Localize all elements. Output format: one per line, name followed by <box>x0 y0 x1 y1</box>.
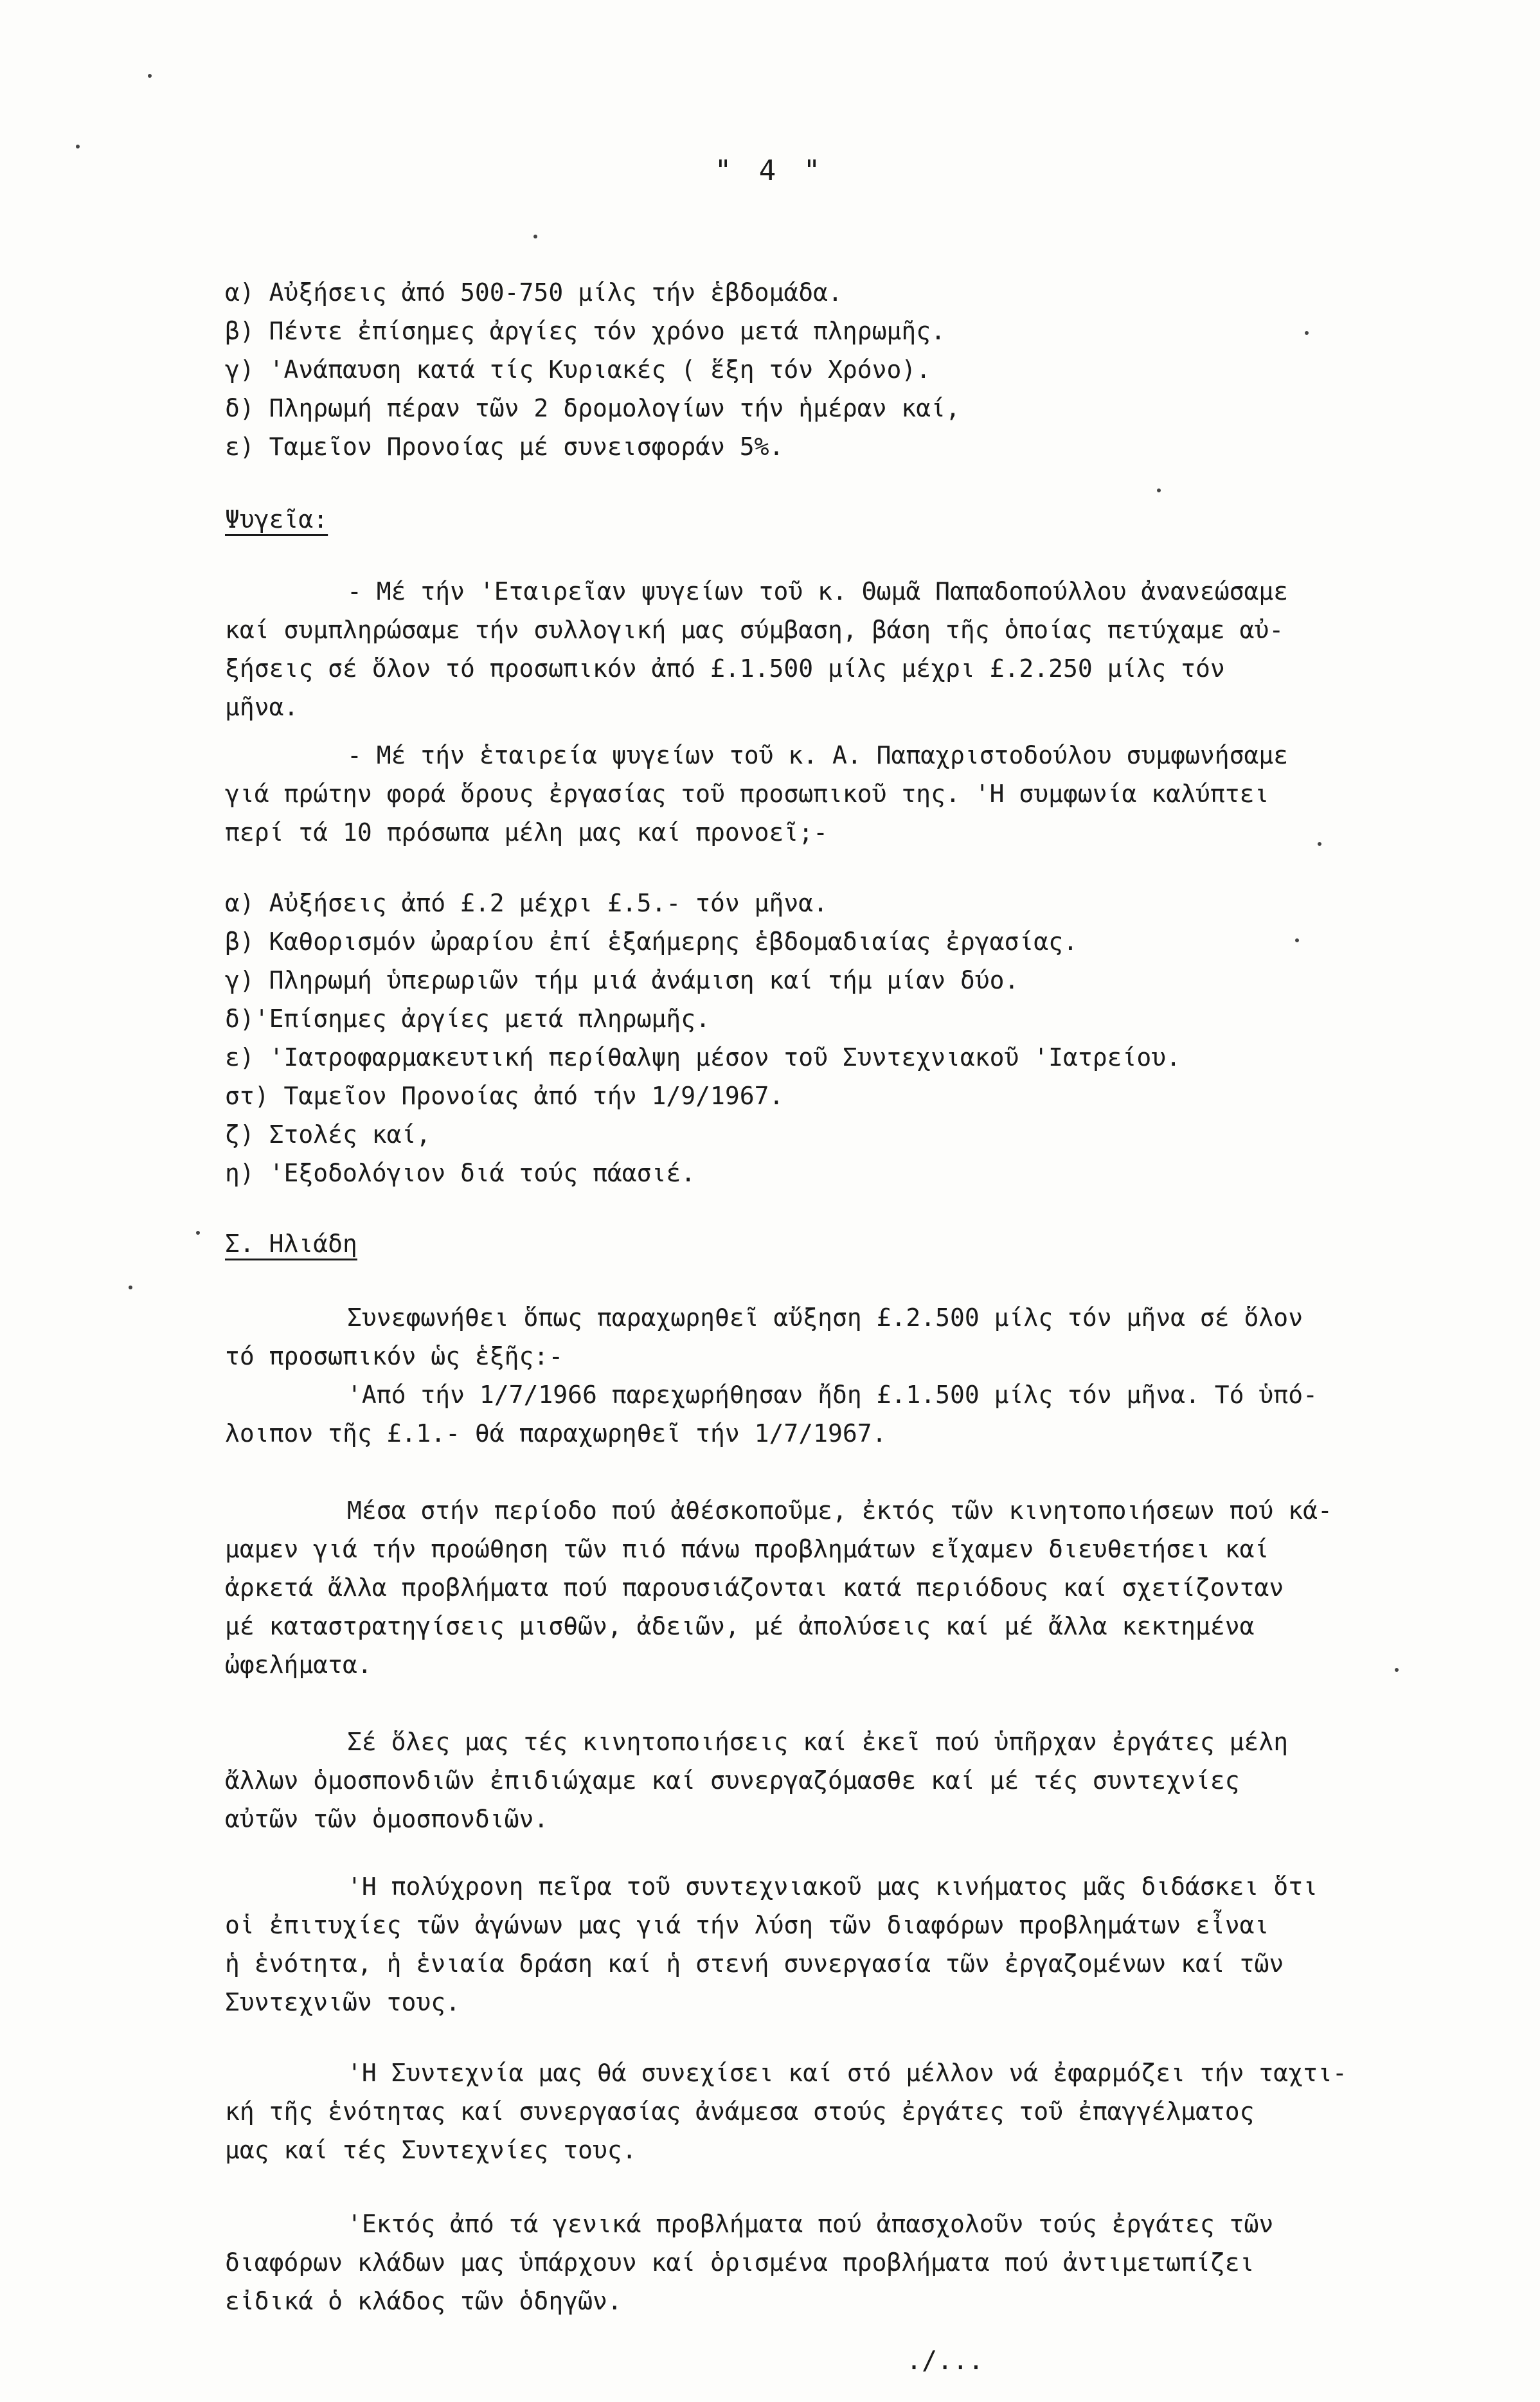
scan-speck <box>533 235 537 238</box>
paragraph-line: λοιπον τῆς £.1.- θά παραχωρηθεῖ τήν 1/7/1967. <box>225 1419 887 1447</box>
paragraph-line: τό προσωπικόν ὡς ἑξῆς:- <box>225 1342 564 1370</box>
paragraph-line: αὐτῶν τῶν ὁμοσπονδιῶν. <box>225 1805 549 1833</box>
list-item: β) Πέντε ἐπίσημες ἀργίες τόν χρόνο μετά πληρωμῆς. <box>225 317 946 345</box>
paragraph-line: - Μέ τήν ἑταιρεία ψυγείων τοῦ κ. Α. Παπαχριστοδούλου συμφωνήσαμε <box>347 741 1289 769</box>
scan-speck <box>1157 488 1161 492</box>
paragraph-line: μέ καταστρατηγίσεις μισθῶν, ἀδειῶν, μέ ἀπολύσεις καί μέ ἄλλα κεκτημένα <box>225 1612 1255 1640</box>
scan-speck <box>76 145 80 148</box>
list-item: δ)'Επίσημες ἀργίες μετά πληρωμῆς. <box>225 1005 710 1033</box>
paragraph-line: Συνεφωνήθει ὅπως παραχωρηθεῖ αὔξηση £.2.500 μίλς τόν μῆνα σέ ὅλον <box>347 1304 1303 1332</box>
paragraph-line: 'Η πολύχρονη πεῖρα τοῦ συντεχνιακοῦ μας κινήματος μᾶς διδάσκει ὅτι <box>347 1872 1318 1901</box>
paragraph-line: ἡ ἑνότητα, ἡ ἑνιαία δράση καί ἡ στενή συνεργασία τῶν ἐργαζομένων καί τῶν <box>225 1949 1284 1978</box>
paragraph-line: 'Η Συντεχνία μας θά συνεχίσει καί στό μέλλον νά ἐφαρμόζει τήν ταχτι- <box>347 2059 1347 2087</box>
paragraph-line: καί συμπληρώσαμε τήν συλλογική μας σύμβαση, βάση τῆς ὁποίας πετύχαμε αὐ- <box>225 616 1284 644</box>
list-item: ζ) Στολές καί, <box>225 1120 431 1149</box>
paragraph-line: περί τά 10 πρόσωπα μέλη μας καί προνοεῖ;- <box>225 818 828 847</box>
paragraph-line: 'Από τήν 1/7/1966 παρεχωρήθησαν ἤδη £.1.500 μίλς τόν μῆνα. Τό ὑπό- <box>347 1381 1318 1409</box>
scan-speck <box>1305 331 1309 335</box>
paragraph-line: εἰδικά ὁ κλάδος τῶν ὁδηγῶν. <box>225 2287 622 2315</box>
paragraph-line: ἄλλων ὁμοσπονδιῶν ἐπιδιώχαμε καί συνεργαζόμασθε καί μέ τές συντεχνίες <box>225 1766 1240 1795</box>
continuation-mark: ./... <box>906 2346 984 2376</box>
scan-speck <box>1395 1668 1399 1672</box>
page-number: " 4 " <box>714 154 826 187</box>
list-item: ε) 'Ιατροφαρμακευτική περίθαλψη μέσον τοῦ Συντεχνιακοῦ 'Ιατρείου. <box>225 1043 1181 1071</box>
paragraph-line: - Μέ τήν 'Εταιρεῖαν ψυγείων τοῦ κ. Θωμᾶ Παπαδοπούλλου ἀνανεώσαμε <box>347 577 1289 605</box>
list-item: δ) Πληρωμή πέραν τῶν 2 δρομολογίων τήν ἡμέραν καί, <box>225 394 960 422</box>
paragraph-line: ὠφελήματα. <box>225 1651 372 1679</box>
paragraph-line: μας καί τές Συντεχνίες τους. <box>225 2136 637 2164</box>
scan-speck <box>1318 842 1321 846</box>
paragraph-line: διαφόρων κλάδων μας ὑπάρχουν καί ὁρισμένα προβλήματα πού ἀντιμετωπίζει <box>225 2248 1255 2277</box>
scan-speck <box>1295 938 1299 942</box>
list-item: α) Αὐξήσεις ἀπό £.2 μέχρι £.5.- τόν μῆνα. <box>225 889 828 917</box>
paragraph-line: Μέσα στήν περίοδο πού ἀθέσκοποῦμε, ἐκτός τῶν κινητοποιήσεων πού κά- <box>347 1496 1332 1525</box>
paragraph-line: ἀρκετά ἄλλα προβλήματα πού παρουσιάζονται κατά περιόδους καί σχετίζονταν <box>225 1573 1284 1602</box>
scan-speck <box>196 1231 200 1235</box>
scan-speck <box>129 1286 132 1289</box>
list-item: η) 'Εξοδολόγιον διά τούς πάασιέ. <box>225 1159 696 1187</box>
paragraph-line: μαμεν γιά τήν προώθηση τῶν πιό πάνω προβλημάτων εἴχαμεν διευθετήσει καί <box>225 1535 1269 1563</box>
list-item: ε) Ταμεῖον Προνοίας μέ συνεισφοράν 5%. <box>225 433 784 461</box>
list-item: στ) Ταμεῖον Προνοίας ἀπό τήν 1/9/1967. <box>225 1082 784 1110</box>
paragraph-line: ξήσεις σέ ὅλον τό προσωπικόν ἀπό £.1.500 μίλς μέχρι £.2.250 μίλς τόν <box>225 654 1225 683</box>
section-heading-iliadis: Σ. Ηλιάδη <box>225 1230 357 1258</box>
paragraph-line: μῆνα. <box>225 693 299 721</box>
list-item: α) Αὐξήσεις ἀπό 500-750 μίλς τήν ἑβδομάδα. <box>225 278 843 307</box>
paragraph-line: Συντεχνιῶν τους. <box>225 1988 461 2016</box>
paragraph-line: γιά πρώτην φορά ὅρους ἐργασίας τοῦ προσωπικοῦ της. 'Η συμφωνία καλύπτει <box>225 780 1269 808</box>
paragraph-line: οἱ ἐπιτυχίες τῶν ἀγώνων μας γιά τήν λύση τῶν διαφόρων προβλημάτων εἶναι <box>225 1911 1269 1939</box>
scan-speck <box>148 74 152 78</box>
paragraph-line: Σέ ὅλες μας τές κινητοποιήσεις καί ἐκεῖ πού ὑπῆρχαν ἐργάτες μέλη <box>347 1728 1289 1756</box>
section-heading-psygeia: Ψυγεῖα: <box>225 505 328 533</box>
list-item: γ) Πληρωμή ὑπερωριῶν τήμ μιά ἀνάμιση καί τήμ μίαν δύο. <box>225 966 1019 994</box>
list-item: β) Καθορισμόν ὠραρίου ἐπί ἑξαήμερης ἑβδομαδιαίας ἐργασίας. <box>225 928 1078 956</box>
paragraph-line: 'Εκτός ἀπό τά γενικά προβλήματα πού ἀπασχολοῦν τούς ἐργάτες τῶν <box>347 2210 1274 2238</box>
list-item: γ) 'Ανάπαυση κατά τίς Κυριακές ( ἕξη τόν Χρόνο). <box>225 355 931 384</box>
paragraph-line: κή τῆς ἑνότητας καί συνεργασίας ἀνάμεσα στούς ἐργάτες τοῦ ἐπαγγέλματος <box>225 2097 1255 2126</box>
